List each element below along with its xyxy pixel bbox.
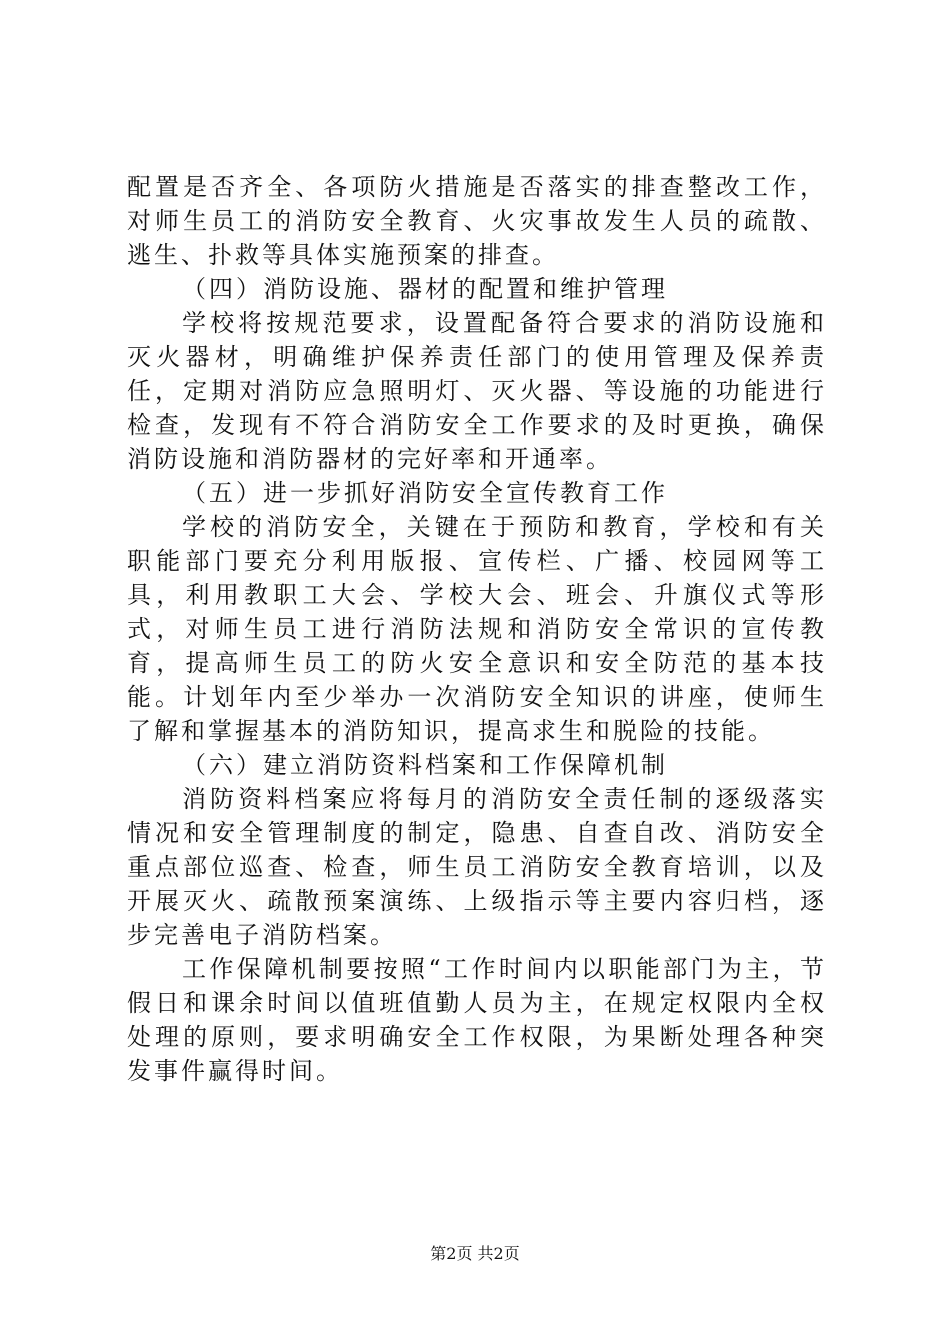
section-heading-4: （四）消防设施、器材的配置和维护管理 xyxy=(182,275,668,303)
paragraph-guarantee: 工作保障机制要按照“工作时间内以职能部门为主，节假日和课余时间以值班值勤人员为主，在规定权限内全权处理的原则，要求明确安全工作权限，为果断处理各种突发事件赢得时间。 xyxy=(127,955,827,1085)
section-heading-6: （六）建立消防资料档案和工作保障机制 xyxy=(182,751,668,779)
paragraph-facilities: 学校将按规范要求，设置配备符合要求的消防设施和灭火器材，明确维护保养责任部门的使用管理及保养责任，定期对消防应急照明灯、灭火器、等设施的功能进行检查，发现有不符合消防安全工作要求的及时更换，确保消防设施和消防器材的完好率和开通率。 xyxy=(127,309,827,473)
paragraph-archives: 消防资料档案应将每月的消防安全责任制的逐级落实情况和安全管理制度的制定，隐患、自查自改、消防安全重点部位巡查、检查，师生员工消防安全教育培训，以及开展灭火、疏散预案演练、上级指示等主要内容归档，逐步完善电子消防档案。 xyxy=(127,785,827,949)
page-number-footer: 第2页 共2页 xyxy=(430,1244,520,1263)
document-body xyxy=(127,170,827,1088)
paragraph-education: 学校的消防安全，关键在于预防和教育，学校和有关职能部门要充分利用版报、宣传栏、广播、校园网等工具，利用教职工大会、学校大会、班会、升旗仪式等形式，对师生员工进行消防法规和消防安全常识的宣传教育，提高师生员工的防火安全意识和安全防范的基本技能。计划年内至少举办一次消防安全知识的讲座，使师生了解和掌握基本的消防知识，提高求生和脱险的技能。 xyxy=(127,513,827,745)
paragraph-continuation: 配置是否齐全、各项防火措施是否落实的排查整改工作，对师生员工的消防安全教育、火灾事故发生人员的疏散、逃生、扑救等具体实施预案的排查。 xyxy=(127,173,827,269)
section-heading-5: （五）进一步抓好消防安全宣传教育工作 xyxy=(182,479,668,507)
